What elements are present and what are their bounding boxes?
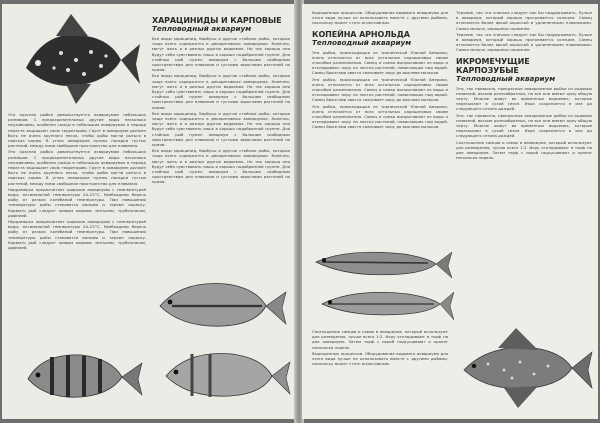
spotted-fish-illustration — [16, 8, 144, 108]
section-subtitle-kopeina: Тепловодный аквариум — [312, 37, 412, 47]
section-text-ikromechushchie: Эти, так привычно, прекрасные аквариумные рыбки из родовых названий, весьма разнообразных, но все они имеют одну общую черту. Многие живут во временных водоемах, которые пересыхают в сухой сезон. Икра сохраняется в иле до следующего сезона дождей. — [456, 85, 592, 112]
section-subtitle-haracinidy: Тепловодный аквариум — [152, 24, 252, 33]
section-text-kopeina: Эта рыбка, происходящая из тропической Южной Америки, очень отличается от всех остальных харациновых своим способом размножения. Самец и самка выпрыгивают из воды и откладывают икру на листья растений, нависающих над водой. Самец брызгами хвоста смачивает икру до выклева мальков. — [312, 49, 448, 76]
section-text-haracinidy-cont2: Все виды харацинид, барбусы и другие стайные рыбы, которые чаще всего содержатся в декоративных аквариумах. Конечно, могут жить и в разных других водоемах. Но так хорошо они будут себя чувствовать лишь в хорошо подобранной группе. Для стайных рыб нужен аквариум с большим свободным пространством для плавания и густыми зарослями растений по краям. — [152, 110, 290, 148]
right-column-text-cont: Теряние, так что сначала следует как бы поддерживать. Лучше в аквариум, который хорошо прогревается солнцем. Самец отличается более яркой окраской и удлиненными плавниками. Самки мельче, окрашены скромнее. — [456, 31, 592, 53]
section-title-kopeina: КОПЕЙНА АРНОЛЬДА — [312, 29, 410, 39]
section-title-haracinidy: ХАРАЦИНИДЫ И КАРПОВЫЕ — [152, 16, 282, 25]
section-text-kopeina-cont2: Эта рыбка, происходящая из тропической Южной Америки, очень отличается от всех остальных харациновых своим способом размножения. Самец и самка выпрыгивают из воды и откладывают икру на листья растений, нависающих над водой. Самец брызгами хвоста смачивает икру до выклева мальков. — [312, 103, 448, 130]
copeina-fish-illustration — [308, 232, 454, 327]
section-text-ikromechushchie-cont2: Соотношение самцов и самок в аквариуме, который используют для разведения, лучше всего 1:2. Икру откладывают в торф на дне аквариума. Затем торф с икрой подсушивают и хранят несколько недель. — [456, 139, 592, 161]
right-page-bottom-left-text — [312, 329, 448, 415]
section-text-kopeina-cont: Эта рыбка, происходящая из тропической Южной Америки, очень отличается от всех остальных харациновых своим способом размножения. Самец и самка выпрыгивают из воды и откладывают икру на листья растений, нависающих над водой. Самец брызгами хвоста смачивает икру до выклева мальков. — [312, 76, 448, 103]
bottom-text: Соотношение самцов и самок в аквариуме, который используют для разведения, лучше всего 1:2. Икру откладывают в торф на дне аквариума. Затем торф с икрой подсушивают и хранят несколько недель. — [312, 329, 448, 350]
caption-text-cont2: Нордамерка предпочитает широкие аквариумы с температурой воды, оптимальной температуры 20–22°С. Необходимо беречь рыбу от резких колебаний температуры. При повышении температуры рыбы становятся вялыми и теряют окраску. Кормить рыб следует живым кормом: мотылем, трубочником, дафнией. — [8, 186, 146, 218]
section-text-haracinidy-cont3: Все виды харацинид, барбусы и другие стайные рыбы, которые чаще всего содержатся в декоративных аквариумах. Конечно, могут жить и в разных других водоемах. Но так хорошо они будут себя чувствовать лишь в хорошо подобранной группе. Для стайных рыб нужен аквариум с большим свободным пространством для плавания и густыми зарослями растений по краям. — [152, 148, 290, 185]
section-text-haracinidy: Все виды харацинид, барбусы и другие стайные рыбы, которые чаще всего содержатся в декоративных аквариумах. Конечно, могут жить и в разных других водоемах. Но так хорошо они будут себя чувствовать лишь в хорошо подобранной группе. Для стайных рыб нужен аквариум с большим свободным пространством для плавания и густыми зарослями растений по краям. — [152, 36, 290, 73]
left-page — [2, 4, 296, 419]
section-text-haracinidy-cont: Все виды харацинид, барбусы и другие стайные рыбы, которые чаще всего содержатся в декоративных аквариумах. Конечно, могут жить и в разных других водоемах. Но так хорошо они будут себя чувствовать лишь в хорошо подобранной группе. Для стайных рыб нужен аквариум с большим свободным пространством для плавания и густыми зарослями растений по краям. — [152, 73, 290, 110]
section-text-ikromechushchie-cont: Эти, так привычно, прекрасные аквариумные рыбки из родовых названий, весьма разнообразных, но все они имеют одну общую черту. Многие живут во временных водоемах, которые пересыхают в сухой сезон. Икра сохраняется в иле до следующего сезона дождей. — [456, 112, 592, 139]
killifish-illustration — [454, 322, 594, 416]
right-column-text: Теряние, так что сначала следует как бы поддерживать. Лучше в аквариум, который хорошо прогревается солнцем. Самец отличается более яркой окраской и удлиненными плавниками. Самки мельче, окрашены скромнее. — [456, 10, 592, 31]
caption-text-cont: Эта красная рыбка довольствуется аквариумом небольших размеров. С предохранительных другие виды несколько неуживчивы, особенно самцы в небольших аквариумах в период нереста защищают свою территорию. Грунт в аквариуме должен быть не очень крупного песка, чтобы рыбы могли рыться в поисках корма. В углах аквариума нужны посадки густых растений, между ними свободное пространство для плавания. — [8, 149, 146, 186]
right-page-right-column — [456, 10, 592, 320]
top-text: Выращенных процессов. Оборудование видового аквариума для этого вида лучше не использовать вместе с другими рыбами, поскольку может стать агрессивным. — [312, 10, 448, 26]
caption-text-cont3: Нордамерка предпочитает широкие аквариумы с температурой воды, оптимальной температуры 20–22°С. Необходимо беречь рыбу от резких колебаний температуры. При повышении температуры рыбы становятся вялыми и теряют окраску. Кормить рыб следует живым кормом: мотылем, трубочником, дафнией. — [8, 219, 146, 251]
section-title-ikromechushchie: ИКРОМЕЧУЩИЕ КАРПОЗУБЫЕ — [456, 56, 530, 75]
left-page-left-column — [8, 112, 146, 347]
striped-fish-illustration — [22, 339, 147, 417]
bottom-text-cont: Выращенных процессов. Оборудование видового аквариума для этого вида лучше не использовать вместе с другими рыбами, поскольку может стать агрессивным. — [312, 350, 448, 367]
caption-text: Эта красная рыбка довольствуется аквариумом небольших размеров. С предохранительных другие виды несколько неуживчивы, особенно самцы в небольших аквариумах в период нереста защищают свою территорию. Грунт в аквариуме должен быть не очень крупного песка, чтобы рыбы могли рыться в поисках корма. В углах аквариума нужны посадки густых растений, между ними свободное пространство для плавания. — [8, 112, 146, 149]
section-subtitle-ikromechushchie: Тепловодный аквариум — [456, 73, 556, 83]
tetra-fish-illustration — [152, 266, 292, 416]
right-page — [302, 4, 598, 419]
right-page-left-column — [312, 10, 448, 230]
